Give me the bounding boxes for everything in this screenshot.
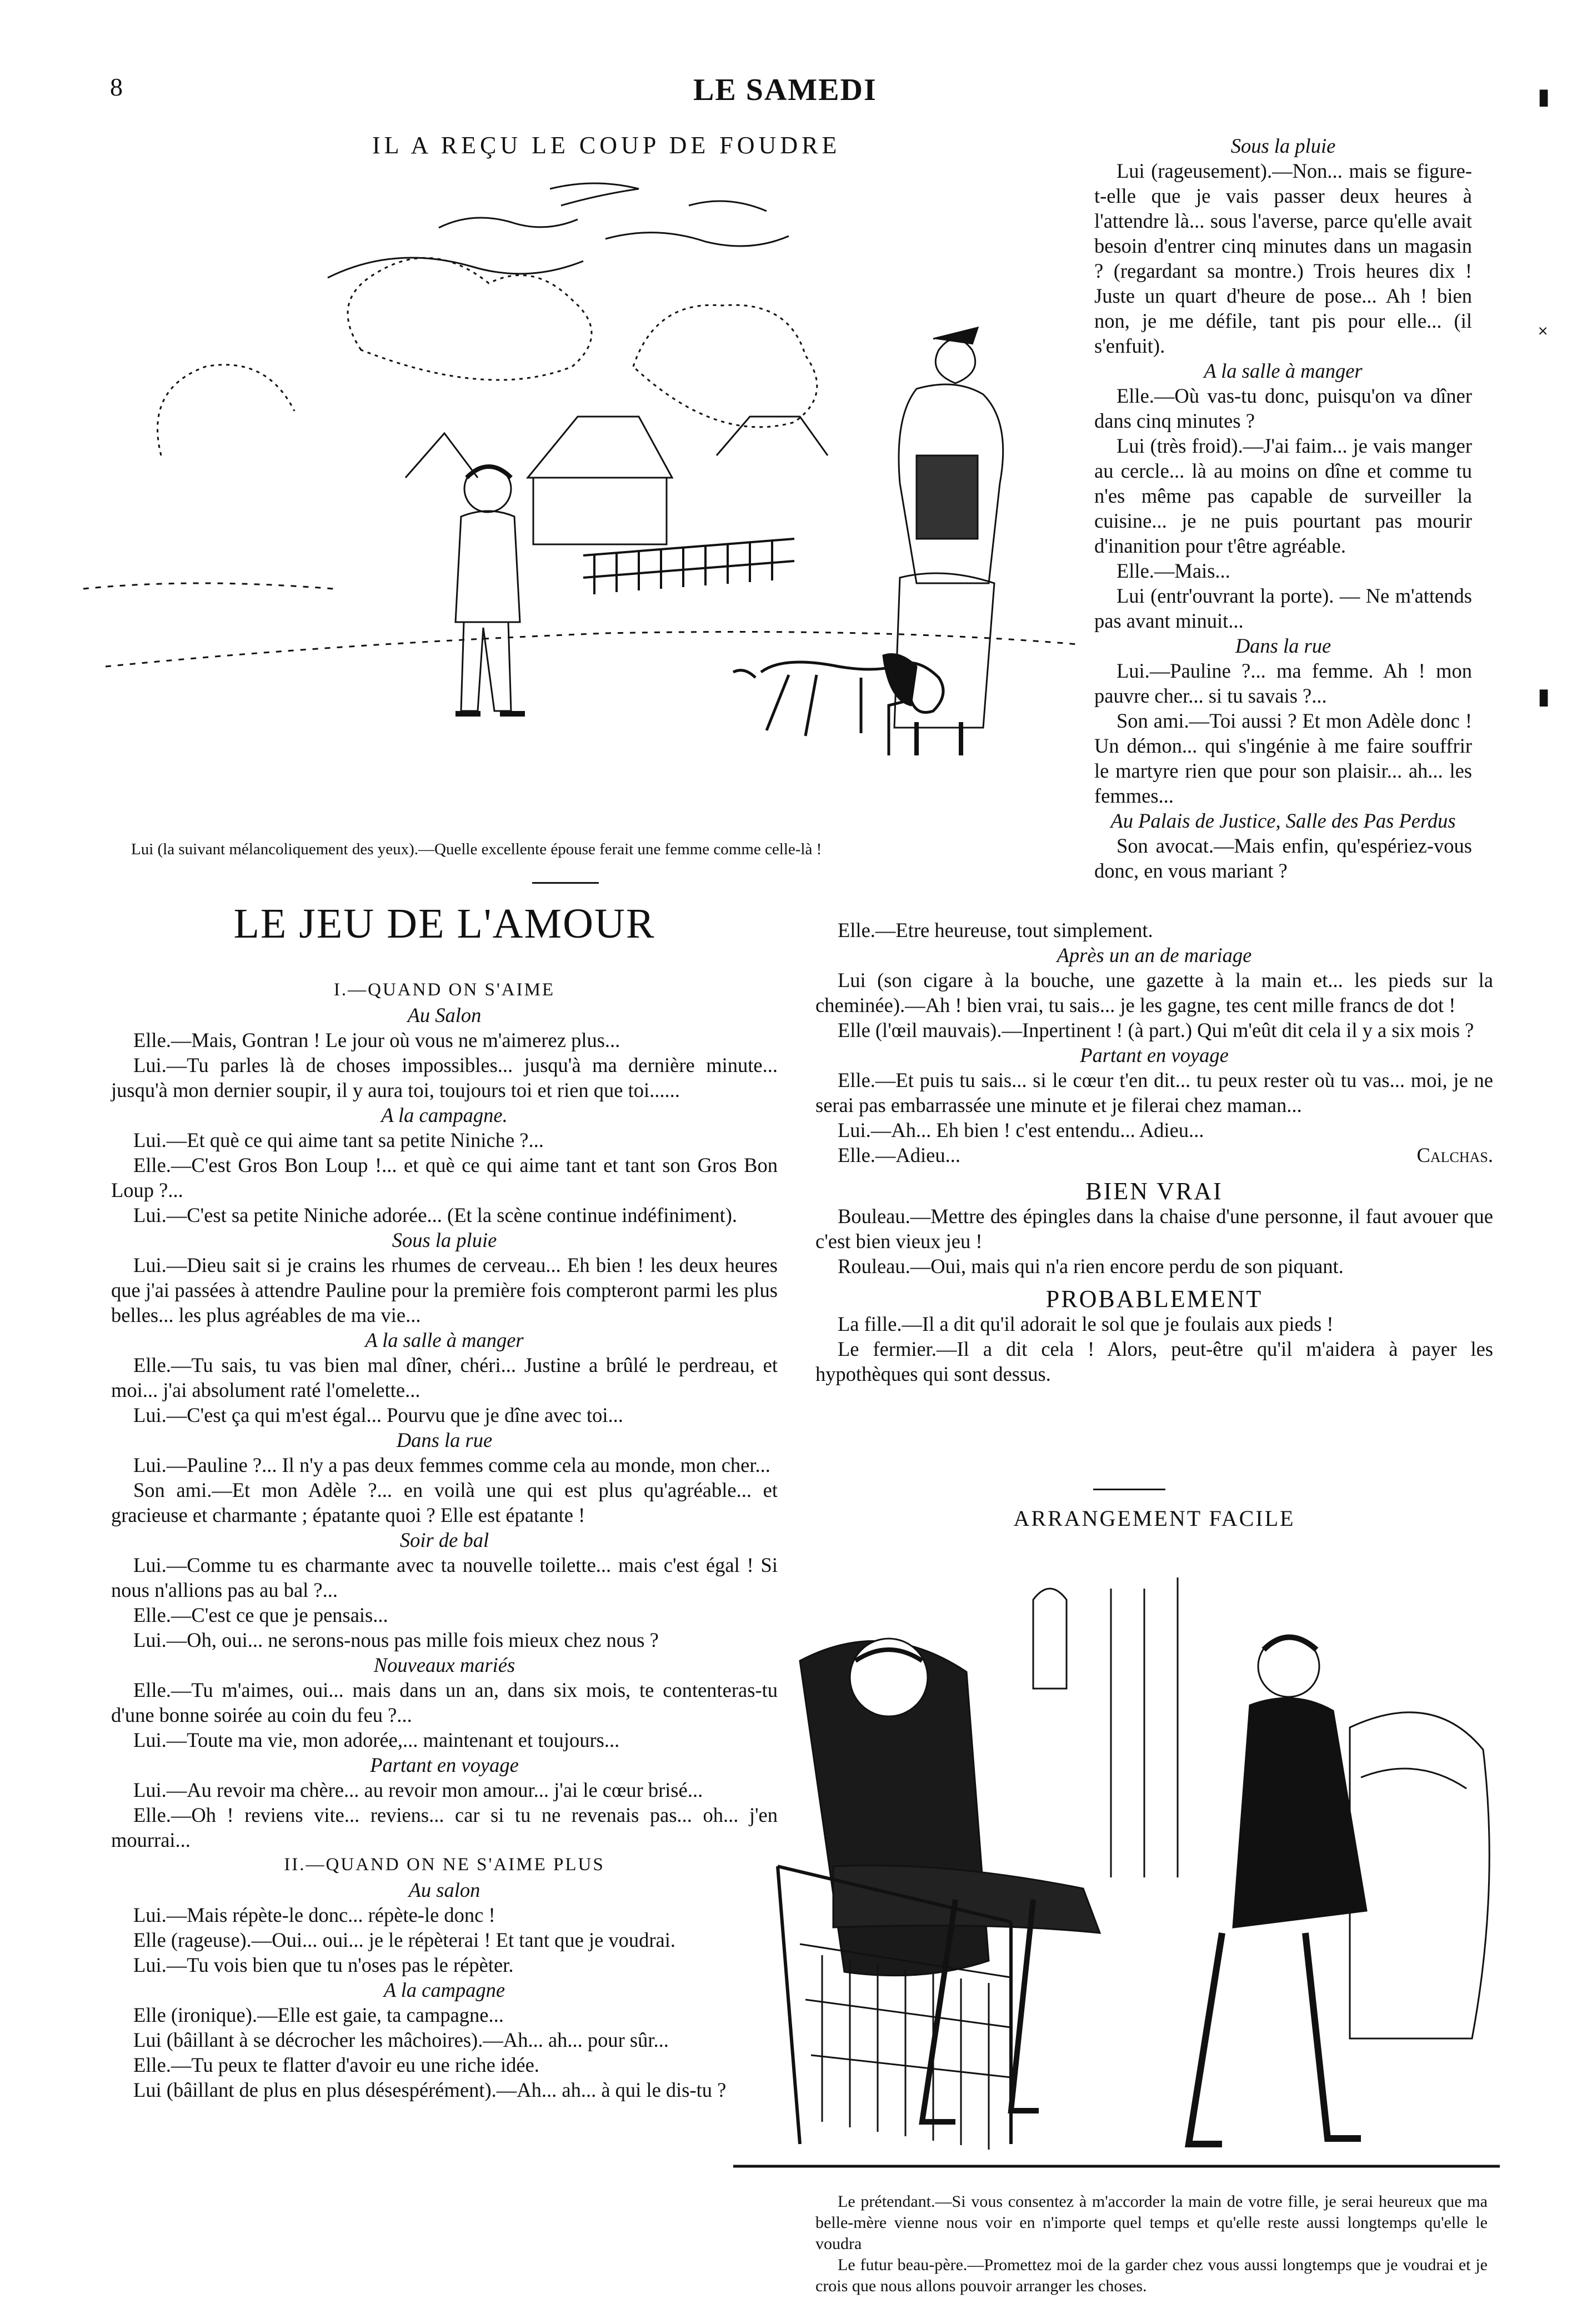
- scene-subhead: Partant en voyage: [370, 1754, 519, 1776]
- dialogue-line: Elle.—C'est Gros Bon Loup !... et què ce qui aime tant et tant son Gros Bon Loup ?...: [111, 1154, 778, 1201]
- subhead-partant-en-voyage: Partant en voyage: [1080, 1044, 1229, 1066]
- dialogue-line: Lui.—C'est sa petite Niniche adorée... (Et la scène continue indéfiniment).: [133, 1204, 738, 1226]
- subhead-sous-la-pluie: Sous la pluie: [1230, 134, 1336, 157]
- dialogue-line: Son avocat.—Mais enfin, qu'espériez-vous donc, en vous mariant ?: [1094, 834, 1472, 882]
- bien-vrai-title: BIEN VRAI: [1085, 1178, 1223, 1205]
- dialogue-line: Lui.—Pauline ?... ma femme. Ah ! mon pauvre cher... si tu savais ?...: [1094, 659, 1472, 707]
- scene-subhead: Soir de bal: [399, 1529, 489, 1551]
- dialogue-line: Lui.—Toute ma vie, mon adorée,... maintenant et toujours...: [133, 1729, 620, 1751]
- running-head: LE SAMEDI: [693, 73, 877, 107]
- dialogue-line: Elle (rageuse).—Oui... oui... je le répèterai ! Et tant que je voudrai.: [133, 1929, 676, 1951]
- dialogue-line: Lui (très froid).—J'ai faim... je vais manger au cercle... là au moins on dîne et comme tu n'es même pas capable de surveiller la cuisine... je ne puis pourtant pas mourir d'inanition pour t'être agréable.: [1094, 434, 1472, 557]
- scene-subhead: Nouveaux mariés: [373, 1654, 515, 1676]
- right-column-top: [1094, 133, 1472, 883]
- dialogue-line: Lui.—Mais répète-le donc... répète-le donc !: [133, 1904, 495, 1926]
- section-heading: II.—QUAND ON NE S'AIME PLUS: [284, 1855, 605, 1875]
- dialogue-line: Elle.—Etre heureuse, tout simplement.: [838, 919, 1153, 941]
- dialogue-line: Elle.—Mais...: [1117, 559, 1230, 582]
- scene-subhead: Au salon: [408, 1879, 480, 1901]
- dialogue-line: Lui.—Comme tu es charmante avec ta nouvelle toilette... mais c'est égal ! Si nous n'allions pas au bal ?...: [111, 1554, 778, 1601]
- dialogue-line: Elle.—Où vas-tu donc, puisqu'on va dîner dans cinq minutes ?: [1094, 384, 1472, 432]
- dialogue-line: Lui (rageusement).—Non... mais se figure-t-elle que je vais passer deux heures à l'attendre là... sous l'averse, parce qu'elle avait besoin d'entrer cinq minutes dans un magasin ? (regardant sa montre.) Trois heures dix ! Juste un quart d'heure de pose... Ah ! bien non, je me défile, tant pis pour elle... (il s'enfuit).: [1094, 159, 1472, 357]
- divider: [1093, 1489, 1165, 1490]
- parlour-scene-illustration: [722, 1555, 1511, 2183]
- story-column: [111, 978, 778, 2102]
- dialogue-line: Elle (ironique).—Elle est gaie, ta campagne...: [133, 2004, 504, 2026]
- dialogue-line: Son ami.—Et mon Adèle ?... en voilà une qui est plus qu'agréable... et gracieuse et charmante ; épatante quoi ? Elle est épatante !: [111, 1479, 778, 1526]
- dialogue-line: Elle.—Tu sais, tu vas bien mal dîner, chéri... Justine a brûlé le perdreau, et moi... j'ai absolument raté l'omelette...: [111, 1354, 778, 1401]
- margin-mark-2: ˟: [1539, 323, 1548, 348]
- dialogue-line: Elle.—Tu m'aimes, oui... mais dans un an, dans six mois, te contenteras-tu d'une bonne soirée au coin du feu ?...: [111, 1679, 778, 1726]
- illustration-caption: Lui (la suivant mélancoliquement des yeux).—Quelle excellente épouse ferait une femme comme celle-là !: [131, 840, 822, 858]
- dialogue-line: Lui (bâillant à se décrocher les mâchoires).—Ah... ah... pour sûr...: [133, 2029, 669, 2051]
- dialogue-line: Lui (entr'ouvrant la porte). — Ne m'attends pas avant minuit...: [1094, 584, 1472, 632]
- scene-subhead: Dans la rue: [396, 1429, 493, 1451]
- subhead-dans-la-rue: Dans la rue: [1235, 634, 1331, 657]
- dialogue-line: Lui.—Oh, oui... ne serons-nous pas mille fois mieux chez nous ?: [133, 1629, 659, 1651]
- subhead-apres-un-an: Après un an de mariage: [1057, 944, 1252, 966]
- dialogue-line: Lui.—C'est ça qui m'est égal... Pourvu que je dîne avec toi...: [133, 1404, 623, 1426]
- scene-subhead: A la campagne.: [381, 1104, 508, 1126]
- dialogue-line: Elle (l'œil mauvais).—Inpertinent ! (à part.) Qui m'eût dit cela il y a six mois ?: [838, 1019, 1474, 1041]
- arrangement-caption: [815, 2191, 1488, 2297]
- margin-mark-3: ▮: [1538, 684, 1550, 709]
- dialogue-line: Lui.—Et què ce qui aime tant sa petite Niniche ?...: [133, 1129, 544, 1151]
- dialogue-line: Lui (bâillant de plus en plus désespérément).—Ah... ah... à qui le dis-tu ?: [133, 2078, 727, 2101]
- joke-line: Le fermier.—Il a dit cela ! Alors, peut-être qu'il m'aidera à payer les hypothèques qui sont dessus.: [815, 1338, 1493, 1385]
- page-number: 8: [110, 73, 123, 101]
- right-column-continued: [815, 918, 1493, 1386]
- snow-scene-illustration: [50, 167, 1089, 828]
- dialogue-line: Elle.—Mais, Gontran ! Le jour où vous ne m'aimerez plus...: [133, 1029, 620, 1051]
- probablement-title: PROBABLEMENT: [1045, 1285, 1263, 1313]
- dialogue-line: Elle.—Adieu...: [838, 1144, 960, 1166]
- illustration-title: IL A REÇU LE COUP DE FOUDRE: [372, 132, 841, 159]
- author-signature: Calchas.: [1416, 1144, 1493, 1166]
- scene-subhead: Sous la pluie: [392, 1229, 497, 1251]
- joke-line: Bouleau.—Mettre des épingles dans la chaise d'une personne, il faut avouer que c'est bien vieux jeu !: [815, 1205, 1493, 1253]
- caption-line: Le prétendant.—Si vous consentez à m'accorder la main de votre fille, je serai heureux que ma belle-mère vienne nous voir en n'importe quel temps et qu'elle reste aussi longtemps qu'elle le voudra: [815, 2192, 1488, 2253]
- dialogue-line: Elle.—C'est ce que je pensais...: [133, 1604, 388, 1626]
- dialogue-line: Lui.—Ah... Eh bien ! c'est entendu... Adieu...: [838, 1119, 1204, 1141]
- dialogue-line: Lui.—Tu parles là de choses impossibles... jusqu'à ma dernière minute... jusqu'à mon dernier soupir, il y aura toi, toujours toi et rien que toi......: [111, 1054, 778, 1101]
- section-heading: I.—QUAND ON S'AIME: [333, 980, 555, 1000]
- subhead-palais-de-justice: Au Palais de Justice, Salle des Pas Perdus: [1110, 809, 1456, 832]
- scene-subhead: Au Salon: [407, 1004, 482, 1026]
- dialogue-line: Elle.—Tu peux te flatter d'avoir eu une riche idée.: [133, 2053, 539, 2076]
- dialogue-line: Lui.—Tu vois bien que tu n'oses pas le répèter.: [133, 1954, 514, 1976]
- caption-line: Le futur beau-père.—Promettez moi de la garder chez vous aussi longtemps que je voudrai et je crois que nous allons pouvoir arranger les choses.: [815, 2256, 1488, 2295]
- margin-mark-1: ▮: [1538, 84, 1550, 109]
- joke-line: Rouleau.—Oui, mais qui n'a rien encore perdu de son piquant.: [838, 1255, 1344, 1278]
- dialogue-line: Elle.—Et puis tu sais... si le cœur t'en dit... tu peux rester où tu vas... moi, je ne serai pas embarrassée une minute et je filerai chez maman...: [815, 1069, 1493, 1116]
- scene-subhead: A la salle à manger: [365, 1329, 524, 1351]
- dialogue-line: Elle.—Oh ! reviens vite... reviens... car si tu ne revenais pas... oh... j'en mourrai...: [111, 1804, 778, 1851]
- dialogue-line: Lui (son cigare à la bouche, une gazette à la main et... les pieds sur la cheminée).—Ah ! bien vrai, tu sais... je les gagne, tes cent mille francs de dot !: [815, 969, 1493, 1016]
- dialogue-line: Lui.—Au revoir ma chère... au revoir mon amour... j'ai le cœur brisé...: [133, 1779, 703, 1801]
- dialogue-line: Son ami.—Toi aussi ? Et mon Adèle donc ! Un démon... qui s'ingénie à me faire souffrir le martyre rien que pour son plaisir... ah... les femmes...: [1094, 709, 1472, 807]
- subhead-salle-a-manger: A la salle à manger: [1204, 359, 1363, 382]
- scene-subhead: A la campagne: [383, 1979, 505, 2001]
- dialogue-line: Lui.—Dieu sait si je crains les rhumes de cerveau... Eh bien ! les deux heures que j'ai passées à attendre Pauline pour la première fois compteront parmi les plus belles... les plus agréables de ma vie...: [111, 1254, 778, 1326]
- joke-line: La fille.—Il a dit qu'il adorait le sol que je foulais aux pieds !: [838, 1313, 1334, 1335]
- story-title: LE JEU DE L'AMOUR: [233, 900, 655, 947]
- dialogue-line: Lui.—Pauline ?... Il n'y a pas deux femmes comme cela au monde, mon cher...: [133, 1454, 770, 1476]
- divider: [532, 882, 599, 884]
- arrangement-title: ARRANGEMENT FACILE: [1013, 1506, 1295, 1531]
